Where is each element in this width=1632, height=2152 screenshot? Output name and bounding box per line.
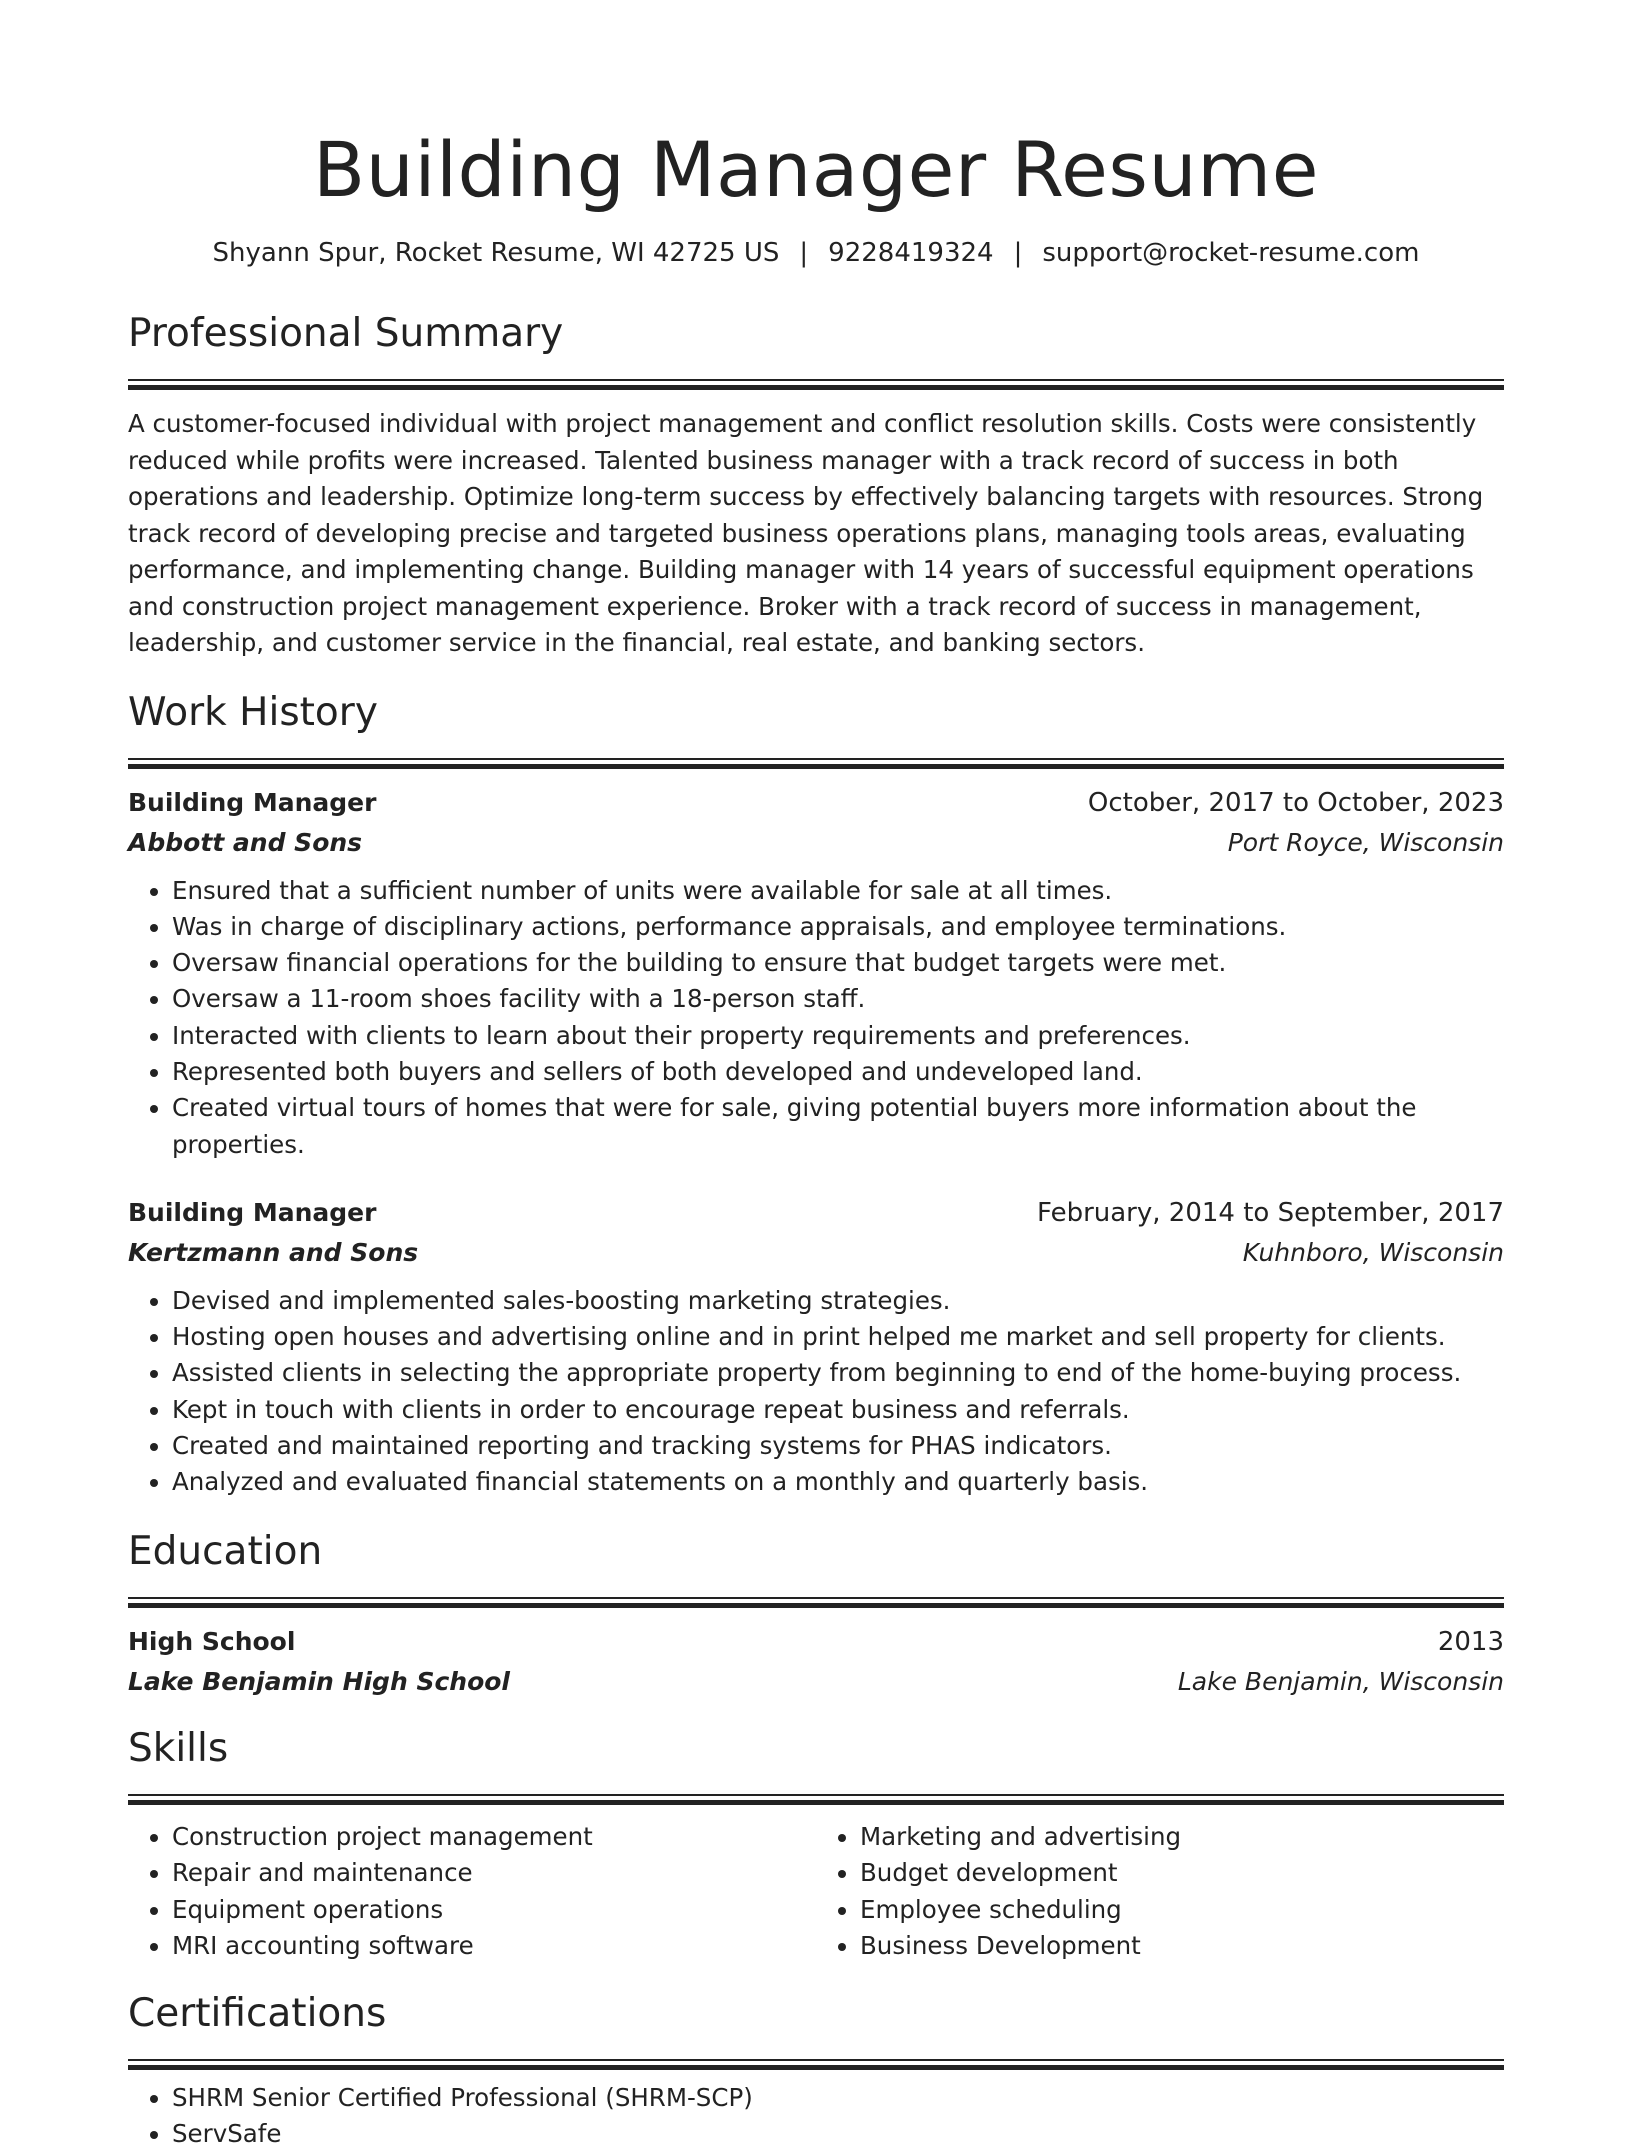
section-divider — [128, 1597, 1504, 1608]
skills-heading: Skills — [128, 1725, 229, 1771]
list-item: • Marketing and advertising — [860, 1819, 1504, 1856]
contact-separator: | — [799, 238, 809, 268]
skills-list-right — [816, 1819, 1504, 1965]
contact-separator: | — [1013, 238, 1023, 268]
job-title: Building Manager — [128, 1197, 377, 1227]
education-header-row — [128, 1622, 1504, 1662]
list-item: • Repair and maintenance — [172, 1855, 816, 1892]
section-divider — [128, 758, 1504, 769]
list-item: • Equipment operations — [172, 1892, 816, 1929]
list-item: • SHRM Senior Certified Professional (SHRM-SCP) — [172, 2080, 1504, 2116]
job-company: Kertzmann and Sons — [128, 1237, 419, 1267]
education-location: Lake Benjamin, Wisconsin — [1177, 1666, 1504, 1696]
job-dates: February, 2014 to September, 2017 — [1037, 1197, 1504, 1228]
education-school-row — [128, 1662, 1504, 1702]
list-item: • Represented both buyers and sellers of both developed and undeveloped land. — [172, 1054, 1504, 1090]
job-title: Building Manager — [128, 787, 377, 817]
resume-title: Building Manager Resume — [313, 125, 1319, 214]
list-item: • Oversaw financial operations for the building to ensure that budget targets were met. — [172, 945, 1504, 981]
contact-address: Shyann Spur, Rocket Resume, WI 42725 US — [212, 238, 780, 268]
certifications-list — [128, 2080, 1504, 2152]
job-location: Kuhnboro, Wisconsin — [1242, 1237, 1504, 1267]
job-header-row — [128, 783, 1504, 823]
job-bullets — [128, 1283, 1504, 1501]
education-section — [128, 1527, 1504, 1702]
list-item: • Was in charge of disciplinary actions, performance appraisals, and employee terminations. — [172, 909, 1504, 945]
list-item: • MRI accounting software — [172, 1928, 816, 1965]
list-item: • Kept in touch with clients in order to encourage repeat business and referrals. — [172, 1392, 1504, 1428]
list-item: • Budget development — [860, 1855, 1504, 1892]
skills-list-left — [128, 1819, 816, 1965]
summary-text: A customer-focused individual with project management and conflict resolution skills. Costs were consistently reduced while profits were increased. Talented business manager with a track record of success in both operations and leadership. Optimize long-term success by effectively balancing targets with resources. Strong track record of developing precise and targeted business operations plans, managing tools areas, evaluating performance, and implementing change. Building manager with 14 years of successful equipment operations and construction project management experience. Broker with a track record of success in management, leadership, and customer service in the financial, real estate, and banking sectors. — [128, 409, 1484, 657]
list-item: • Assisted clients in selecting the appropriate property from beginning to end of the home-buying process. — [172, 1355, 1504, 1391]
education-year: 2013 — [1437, 1626, 1504, 1657]
list-item: • Business Development — [860, 1928, 1504, 1965]
summary-heading: Professional Summary — [128, 311, 564, 356]
job-company-row — [128, 1233, 1504, 1273]
list-item: • Analyzed and evaluated financial statements on a monthly and quarterly basis. — [172, 1464, 1504, 1500]
contact-phone: 9228419324 — [828, 238, 994, 268]
list-item: • Created and maintained reporting and tracking systems for PHAS indicators. — [172, 1428, 1504, 1464]
work-history-heading: Work History — [128, 689, 378, 735]
section-divider — [128, 2059, 1504, 2070]
job-dates: October, 2017 to October, 2023 — [1087, 787, 1504, 818]
job-bullets — [128, 873, 1504, 1163]
list-item: • Employee scheduling — [860, 1892, 1504, 1929]
job-location: Port Royce, Wisconsin — [1227, 827, 1504, 857]
job-entry — [128, 1193, 1504, 1501]
contact-line — [128, 233, 1504, 273]
certifications-section — [128, 1989, 1504, 2152]
list-item: • ServSafe — [172, 2116, 1504, 2152]
job-company: Abbott and Sons — [128, 827, 363, 857]
section-divider — [128, 379, 1504, 390]
work-history-section — [128, 688, 1504, 1501]
skills-columns — [128, 1819, 1504, 1965]
summary-section — [128, 309, 1504, 662]
list-item: • Interacted with clients to learn about their property requirements and preferences. — [172, 1018, 1504, 1054]
certifications-heading: Certifications — [128, 1990, 387, 2036]
list-item: • Created virtual tours of homes that were for sale, giving potential buyers more information about the properties. — [172, 1090, 1504, 1163]
list-item: • Construction project management — [172, 1819, 816, 1856]
contact-email: support@rocket-resume.com — [1042, 238, 1420, 268]
job-header-row — [128, 1193, 1504, 1233]
list-item: • Devised and implemented sales-boosting marketing strategies. — [172, 1283, 1504, 1319]
education-degree: High School — [128, 1626, 296, 1656]
list-item: • Oversaw a 11-room shoes facility with a 18-person staff. — [172, 981, 1504, 1017]
list-item: • Ensured that a sufficient number of units were available for sale at all times. — [172, 873, 1504, 909]
job-entry — [128, 783, 1504, 1163]
list-item: • Hosting open houses and advertising online and in print helped me market and sell property for clients. — [172, 1319, 1504, 1355]
job-company-row — [128, 823, 1504, 863]
section-divider — [128, 1794, 1504, 1805]
education-heading: Education — [128, 1528, 323, 1574]
education-entry — [128, 1622, 1504, 1702]
skills-section — [128, 1724, 1504, 1965]
education-school: Lake Benjamin High School — [128, 1666, 510, 1696]
